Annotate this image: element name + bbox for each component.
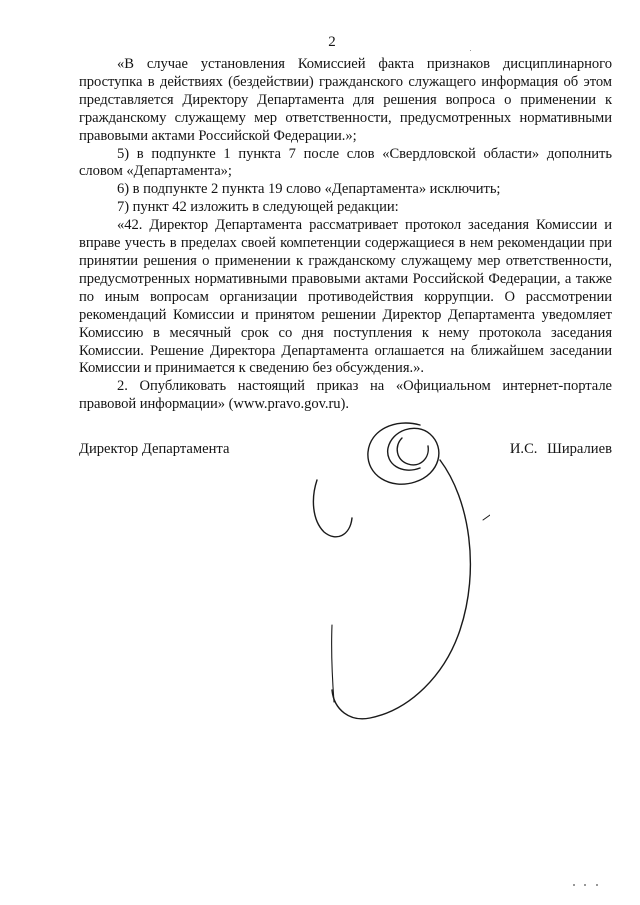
paragraph-item-5: 5) в подпункте 1 пункта 7 после слов «Свердловской области» дополнить словом «Департамента»; — [79, 145, 612, 180]
signatory-position: Директор Департамента — [79, 441, 230, 457]
paragraph-item-7: 7) пункт 42 изложить в следующей редакции: — [117, 199, 399, 216]
paragraph-item-6: 6) в подпункте 2 пункта 19 слово «Департамента» исключить; — [117, 181, 501, 198]
signatory-name: И.С. Ширалиев — [509, 441, 612, 457]
scan-speck — [470, 50, 471, 51]
paragraph-clause-42: «42. Директор Департамента рассматривает протокол заседания Комиссии и вправе учесть в пределах своей компетенции содержащиеся в нем рекомендации при принятии решения о применении к гражданскому служащему мер ответственности, предусмотренных нормативными правовыми актами Российской Федерации, а также по иным вопросам организации противодействия коррупции. О рассмотрении рекомендаций Комиссии и принятом решении Директор Департамента уведомляет Комиссию в месячный срок со дня поступления к нему протокола заседания Комиссии. Решение Директора Департамента оглашается на ближайшем заседании Комиссии и принимается к сведению без обсуждения.». — [79, 217, 612, 377]
paragraph-publication: 2. Опубликовать настоящий приказ на «Официальном интернет-портале правовой информации» (www.pravo.gov.ru). — [79, 378, 612, 413]
handwritten-signature — [290, 420, 490, 720]
scan-speck — [584, 884, 586, 886]
page-number: 2 — [328, 34, 336, 50]
scan-speck — [573, 884, 575, 886]
paragraph-quoted-clause: «В случае установления Комиссией факта признаков дисциплинарного проступка в действиях (бездействии) гражданского служащего информация об этом представляется Директору Департамента для решения вопроса о применении к гражданскому служащему мер ответственности, предусмотренных нормативными правовыми актами Российской Федерации.»; — [79, 56, 612, 144]
document-body — [79, 56, 612, 414]
scan-speck — [596, 884, 598, 886]
